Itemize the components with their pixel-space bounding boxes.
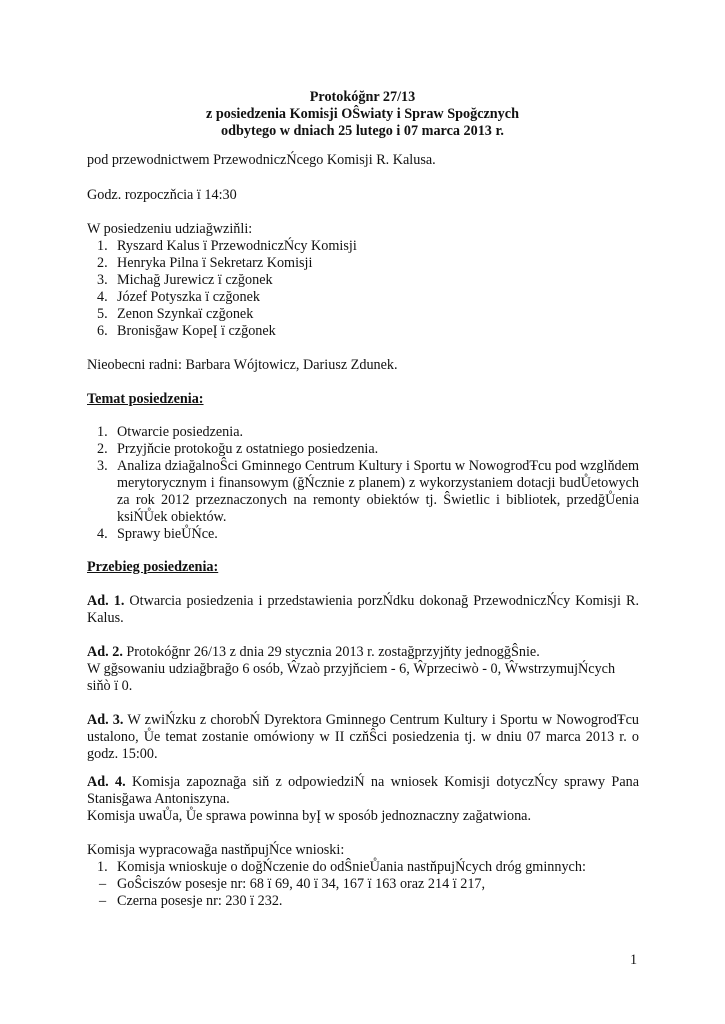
list-item: 4. Sprawy bieŮŃce. [97, 526, 218, 542]
conclusions-section [87, 842, 639, 910]
proceedings-heading: Przebieg posiedzenia: [87, 559, 219, 575]
proceedings-heading-wrap [87, 559, 639, 576]
participants-section [87, 221, 639, 340]
page-number: 1 [630, 952, 638, 968]
ad2-paragraph [87, 644, 639, 695]
ad3-text: W zwiŃzku z chorobŃ Dyrektora Gminnego Centrum Kultury i Sportu w NowogrodŦcu ustalono, Ůe temat zostanie omówiony w II czňŜci posiedzenia tj. w dniu 07 marca 2013 r. o godz. 15:00. [87, 712, 639, 762]
ad4-text: Komisja zapoznağa siň z odpowiedziŃ na wniosek Komisji dotyczŃcy sprawy Pana Stanisğawa Antoniszyna. [87, 774, 640, 807]
agenda-heading-wrap [87, 391, 639, 408]
list-item: 2. Przyjňcie protokoğu z ostatniego posiedzenia. [97, 441, 379, 457]
ad3-label: Ad. 3. [87, 712, 124, 728]
ad1-label: Ad. 1. [87, 593, 125, 609]
title-line-1: Protokóğnr 27/13 [309, 89, 416, 105]
list-item: 3. Analiza dziağalnoŜci Gminnego Centrum Kultury i Sportu w NowogrodŦcu pod wzglňdem merytorycznym i finansowym (ğŃcznie z planem) z wykorzystaniem dotacji budŮetowych za rok 2012 przeznaczonych na remonty obiektów tj. Ŝwietlic i bibliotek, przedğŮenia ksiŃŮek obiektów. [97, 458, 639, 525]
list-item: 3. Michağ Jurewicz ï czğonek [97, 272, 273, 288]
list-item: 1. Komisja wnioskuje o doğŃczenie do odŜnieŮania nastňpujŃcych dróg gminnych: [97, 859, 586, 875]
document-title [0, 89, 725, 140]
start-time-text: Godz. rozpoczňcia ï 14:30 [87, 187, 237, 203]
list-item: 2. Henryka Pilna ï Sekretarz Komisji [97, 255, 313, 271]
list-item: 1. Ryszard Kalus ï PrzewodniczŃcy Komisji [97, 238, 357, 254]
chair-text: pod przewodnictwem PrzewodniczŃcego Komisji R. Kalusa. [87, 152, 436, 168]
title-line-2: z posiedzenia Komisji OŜwiaty i Spraw Spoğcznych [206, 106, 519, 122]
title-line-3: odbytego w dniach 25 lutego i 07 marca 2013 r. [221, 123, 504, 139]
roads-list [87, 876, 639, 910]
list-item: – Czerna posesje nr: 230 ï 232. [99, 893, 283, 909]
start-time-line [87, 187, 639, 204]
agenda-list [87, 424, 639, 543]
ad1-text: Otwarcia posiedzenia i przedstawienia porzŃdku dokonağ PrzewodniczŃcy Komisji R. Kalus. [87, 593, 639, 626]
conclusions-heading: Komisja wypracowağa nastňpujŃce wnioski: [87, 842, 345, 858]
absent-text: Nieobecni radni: Barbara Wójtowicz, Dariusz Zdunek. [87, 357, 398, 373]
participants-list [87, 238, 639, 340]
ad2-label: Ad. 2. [87, 644, 123, 660]
ad2-text: Protokóğnr 26/13 z dnia 29 stycznia 2013 r. zostağprzyjňty jednogğŜnie. [122, 644, 540, 660]
ad2-vote: W gğsowaniu udziağbrağo 6 osób, Ŵzaò przyjňciem - 6, Ŵprzeciwò - 0, ŴwstrzymujŃcych siňò ï 0. [87, 661, 616, 694]
list-item: 5. Zenon Szynkaï czğonek [97, 306, 254, 322]
list-item: 1. Otwarcie posiedzenia. [97, 424, 244, 440]
participants-heading: W posiedzeniu udziağwziňli: [87, 221, 253, 237]
chair-line [87, 152, 639, 169]
ad4-text-2: Komisja uwaŮa, Ůe sprawa powinna byĮ w sposób jednoznaczny zağatwiona. [87, 808, 532, 824]
ad1-paragraph [87, 593, 639, 627]
ad3-paragraph [87, 712, 639, 763]
ad4-paragraph [87, 774, 639, 825]
absent-line [87, 357, 639, 374]
list-item: 4. Józef Potyszka ï czğonek [97, 289, 261, 305]
list-item: – GoŜciszów posesje nr: 68 ï 69, 40 ï 34, 167 ï 163 oraz 214 ï 217, [99, 876, 486, 892]
ad4-label: Ad. 4. [87, 774, 126, 790]
list-item: 6. Bronisğaw KopeĮ ï czğonek [97, 323, 276, 339]
conclusions-list [87, 859, 639, 876]
agenda-section [87, 424, 639, 543]
agenda-heading: Temat posiedzenia: [87, 391, 204, 407]
